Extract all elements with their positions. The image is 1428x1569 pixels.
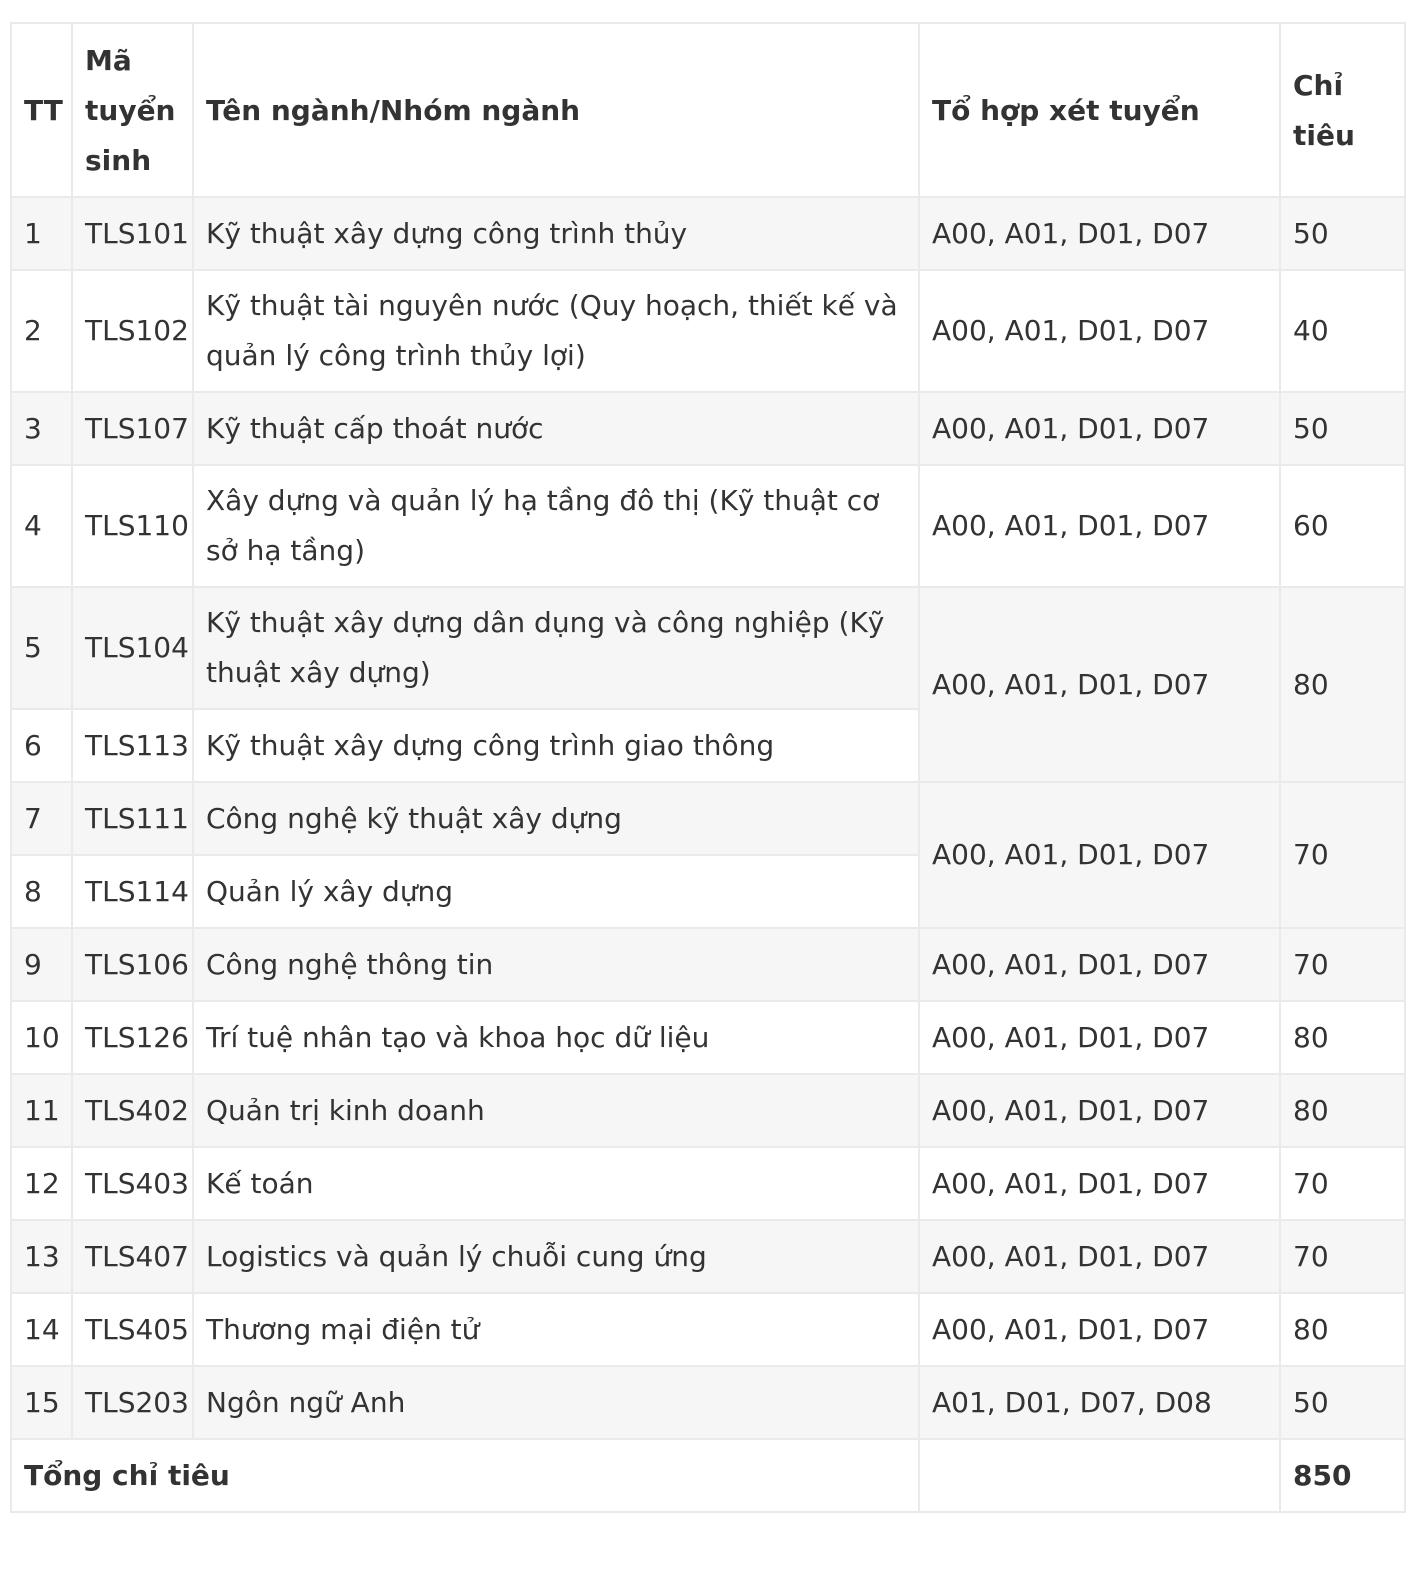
cell-chi-tieu: 80: [1280, 1001, 1405, 1074]
cell-ten: Quản trị kinh doanh: [193, 1074, 919, 1147]
total-label: Tổng chỉ tiêu: [11, 1439, 919, 1512]
cell-tt: 12: [11, 1147, 72, 1220]
cell-tt: 11: [11, 1074, 72, 1147]
cell-chi-tieu: 50: [1280, 392, 1405, 465]
table-row: [11, 1001, 1405, 1074]
total-to-hop-empty: [919, 1439, 1280, 1512]
table-row: [11, 1147, 1405, 1220]
cell-tt: 7: [11, 782, 72, 855]
cell-chi-tieu-merged: 70: [1280, 782, 1405, 928]
cell-ten: Logistics và quản lý chuỗi cung ứng: [193, 1220, 919, 1293]
cell-chi-tieu: 60: [1280, 465, 1405, 587]
cell-chi-tieu: 70: [1280, 928, 1405, 1001]
cell-ten: Kỹ thuật xây dựng công trình giao thông: [193, 709, 919, 782]
cell-ten: Ngôn ngữ Anh: [193, 1366, 919, 1439]
cell-to-hop: A00, A01, D01, D07: [919, 1147, 1280, 1220]
cell-ten: Công nghệ thông tin: [193, 928, 919, 1001]
cell-chi-tieu: 80: [1280, 1293, 1405, 1366]
cell-ma: TLS405: [72, 1293, 193, 1366]
cell-to-hop: A00, A01, D01, D07: [919, 1220, 1280, 1293]
cell-tt: 4: [11, 465, 72, 587]
cell-chi-tieu: 80: [1280, 1074, 1405, 1147]
cell-to-hop: A00, A01, D01, D07: [919, 392, 1280, 465]
cell-chi-tieu: 70: [1280, 1147, 1405, 1220]
cell-to-hop: A00, A01, D01, D07: [919, 1074, 1280, 1147]
table-row: [11, 1220, 1405, 1293]
header-ma-tuyen-sinh: Mã tuyển sinh: [72, 23, 193, 197]
table-header-row: [11, 23, 1405, 197]
cell-tt: 14: [11, 1293, 72, 1366]
cell-tt: 15: [11, 1366, 72, 1439]
admission-quota-table: [10, 22, 1406, 1513]
cell-tt: 10: [11, 1001, 72, 1074]
header-ten-nganh: Tên ngành/Nhóm ngành: [193, 23, 919, 197]
table-row: [11, 782, 1405, 855]
cell-ten: Quản lý xây dựng: [193, 855, 919, 928]
cell-ma: TLS407: [72, 1220, 193, 1293]
cell-ma: TLS104: [72, 587, 193, 709]
header-to-hop: Tổ hợp xét tuyển: [919, 23, 1280, 197]
cell-ma: TLS102: [72, 270, 193, 392]
cell-tt: 1: [11, 197, 72, 270]
table-row: [11, 270, 1405, 392]
cell-ma: TLS106: [72, 928, 193, 1001]
cell-tt: 5: [11, 587, 72, 709]
table-row: [11, 1293, 1405, 1366]
cell-to-hop: A00, A01, D01, D07: [919, 1293, 1280, 1366]
table-row: [11, 1074, 1405, 1147]
cell-ten: Công nghệ kỹ thuật xây dựng: [193, 782, 919, 855]
cell-ten: Xây dựng và quản lý hạ tầng đô thị (Kỹ thuật cơ sở hạ tầng): [193, 465, 919, 587]
cell-tt: 9: [11, 928, 72, 1001]
cell-to-hop: A01, D01, D07, D08: [919, 1366, 1280, 1439]
cell-tt: 8: [11, 855, 72, 928]
cell-chi-tieu: 50: [1280, 197, 1405, 270]
cell-ma: TLS114: [72, 855, 193, 928]
cell-to-hop-merged: A00, A01, D01, D07: [919, 782, 1280, 928]
cell-ma: TLS113: [72, 709, 193, 782]
cell-tt: 2: [11, 270, 72, 392]
cell-ma: TLS101: [72, 197, 193, 270]
cell-to-hop: A00, A01, D01, D07: [919, 197, 1280, 270]
cell-ma: TLS403: [72, 1147, 193, 1220]
table-row: [11, 587, 1405, 709]
table-row: [11, 392, 1405, 465]
admission-table-wrapper: [10, 22, 1404, 1513]
cell-ma: TLS126: [72, 1001, 193, 1074]
total-value: 850: [1280, 1439, 1405, 1512]
cell-ma: TLS203: [72, 1366, 193, 1439]
cell-ten: Kỹ thuật xây dựng dân dụng và công nghiệp (Kỹ thuật xây dựng): [193, 587, 919, 709]
cell-chi-tieu-merged: 80: [1280, 587, 1405, 782]
cell-ma: TLS107: [72, 392, 193, 465]
cell-ma: TLS111: [72, 782, 193, 855]
cell-chi-tieu: 50: [1280, 1366, 1405, 1439]
cell-ten: Thương mại điện tử: [193, 1293, 919, 1366]
cell-to-hop: A00, A01, D01, D07: [919, 1001, 1280, 1074]
cell-to-hop: A00, A01, D01, D07: [919, 928, 1280, 1001]
cell-to-hop-merged: A00, A01, D01, D07: [919, 587, 1280, 782]
cell-ten: Trí tuệ nhân tạo và khoa học dữ liệu: [193, 1001, 919, 1074]
table-row: [11, 1366, 1405, 1439]
cell-to-hop: A00, A01, D01, D07: [919, 270, 1280, 392]
cell-chi-tieu: 40: [1280, 270, 1405, 392]
cell-ten: Kỹ thuật cấp thoát nước: [193, 392, 919, 465]
table-row: [11, 928, 1405, 1001]
cell-ten: Kỹ thuật tài nguyên nước (Quy hoạch, thiết kế và quản lý công trình thủy lợi): [193, 270, 919, 392]
cell-ma: TLS110: [72, 465, 193, 587]
cell-ten: Kế toán: [193, 1147, 919, 1220]
cell-tt: 13: [11, 1220, 72, 1293]
header-tt: TT: [11, 23, 72, 197]
cell-tt: 3: [11, 392, 72, 465]
table-row: [11, 465, 1405, 587]
total-row: [11, 1439, 1405, 1512]
cell-tt: 6: [11, 709, 72, 782]
cell-ten: Kỹ thuật xây dựng công trình thủy: [193, 197, 919, 270]
table-row: [11, 197, 1405, 270]
cell-ma: TLS402: [72, 1074, 193, 1147]
cell-to-hop: A00, A01, D01, D07: [919, 465, 1280, 587]
header-chi-tieu: Chỉ tiêu: [1280, 23, 1405, 197]
cell-chi-tieu: 70: [1280, 1220, 1405, 1293]
